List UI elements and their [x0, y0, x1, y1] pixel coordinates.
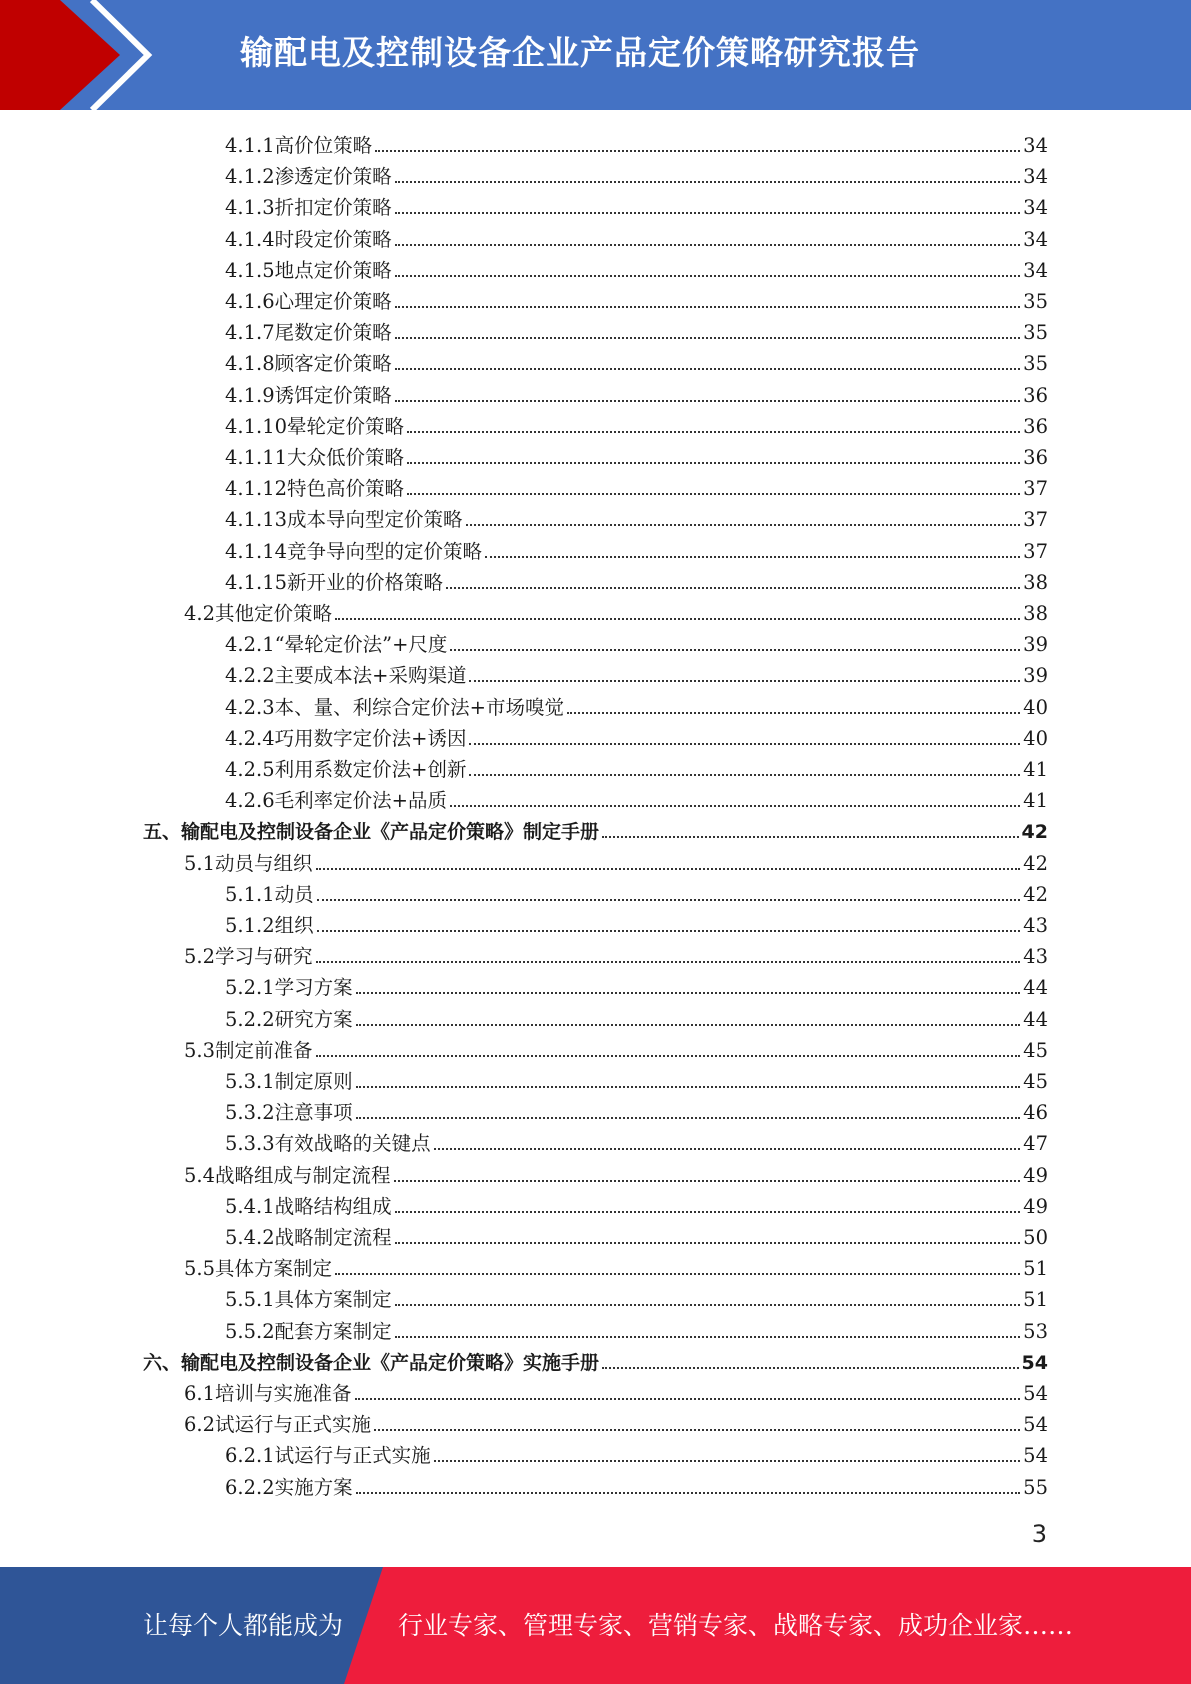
toc-entry-page: 49	[1023, 1163, 1048, 1187]
toc-entry-label: 尾数定价策略	[274, 321, 392, 345]
toc-entry[interactable]	[225, 564, 1048, 594]
page-number: 3	[1031, 1520, 1047, 1548]
toc-leader-dots	[395, 244, 1021, 246]
toc-entry-page: 41	[1023, 758, 1048, 781]
toc-entry[interactable]	[225, 689, 1048, 719]
toc-entry-number: 4.2	[184, 602, 216, 625]
toc-entry[interactable]	[225, 377, 1048, 407]
toc-leader-dots	[317, 899, 1021, 901]
toc-entry-label: 高价位策略	[274, 134, 373, 157]
toc-entry[interactable]	[225, 1437, 1048, 1467]
footer-slogan-left: 让每个人都能成为	[143, 1611, 344, 1640]
toc-entry-label: 新开业的价格策略	[287, 570, 444, 594]
toc-entry-label: 试运行与正式实施	[215, 1413, 372, 1437]
toc-leader-dots	[450, 649, 1020, 651]
toc-entry-label: 毛利率定价法+品质	[274, 789, 447, 813]
toc-entry[interactable]	[225, 1469, 1048, 1499]
toc-entry-page: 42	[1023, 882, 1048, 906]
toc-entry-label: 大众低价策略	[287, 446, 405, 469]
toc-entry[interactable]	[225, 314, 1048, 344]
toc-entry[interactable]	[225, 1063, 1048, 1093]
toc-leader-dots	[407, 431, 1020, 433]
toc-entry-page: 46	[1023, 1101, 1048, 1125]
toc-entry-page: 35	[1023, 352, 1048, 376]
toc-entry-label: 配套方案制定	[274, 1319, 392, 1343]
toc-entry-number: 4.1.10	[225, 414, 288, 438]
toc-entry-number: 5.2.2	[225, 1007, 275, 1031]
toc-entry-label: 具体方案制定	[215, 1257, 333, 1281]
toc-entry[interactable]	[225, 626, 1048, 656]
toc-leader-dots	[395, 337, 1021, 339]
toc-leader-dots	[395, 1211, 1021, 1213]
toc-entry-label: 心理定价策略	[274, 290, 392, 313]
toc-entry-number: 4.1.2	[225, 165, 275, 189]
toc-entry-number: 4.1.3	[225, 196, 275, 220]
toc-entry-page: 39	[1023, 633, 1048, 657]
toc-entry[interactable]	[225, 969, 1048, 999]
toc-entry-page: 51	[1023, 1288, 1048, 1312]
toc-leader-dots	[469, 743, 1020, 745]
toc-entry[interactable]	[225, 470, 1048, 500]
toc-entry-label: 注意事项	[274, 1101, 353, 1125]
toc-entry-page: 36	[1023, 383, 1048, 407]
toc-entry[interactable]	[225, 127, 1048, 157]
toc-leader-dots	[395, 1304, 1021, 1306]
toc-entry-page: 44	[1023, 1007, 1048, 1031]
toc-entry[interactable]	[225, 657, 1048, 687]
toc-entry-label: 战略制定流程	[274, 1226, 392, 1249]
toc-entry-page: 49	[1023, 1194, 1048, 1218]
toc-entry-number: 5.1.2	[225, 914, 275, 937]
page-header	[0, 0, 1191, 110]
toc-entry-page: 34	[1023, 134, 1048, 157]
header-arrow-decoration	[0, 0, 170, 110]
toc-leader-dots	[466, 524, 1021, 526]
toc-entry-page: 40	[1023, 695, 1048, 719]
toc-entry-number: 4.2.2	[225, 664, 275, 688]
toc-entry-number: 5.4	[184, 1163, 216, 1187]
toc-entry-page: 34	[1023, 196, 1048, 220]
toc-entry[interactable]	[184, 1406, 1048, 1436]
toc-leader-dots	[395, 275, 1021, 277]
toc-entry-label: 战略结构组成	[274, 1194, 392, 1218]
toc-entry-page: 42	[1021, 821, 1048, 844]
toc-entry[interactable]	[143, 813, 1048, 843]
toc-entry-number: 6.2.1	[225, 1444, 275, 1468]
toc-entry-number: 4.1.12	[225, 477, 288, 501]
toc-leader-dots	[434, 1148, 1021, 1150]
toc-entry-number: 4.2.5	[225, 758, 275, 781]
toc-entry-label: 制定前准备	[215, 1038, 313, 1062]
toc-leader-dots	[469, 680, 1020, 682]
toc-entry-number: 4.2.6	[225, 789, 275, 813]
toc-entry-number: 4.2.1	[225, 633, 275, 657]
toc-leader-dots	[375, 150, 1020, 152]
toc-leader-dots	[374, 1429, 1020, 1431]
toc-leader-dots	[434, 1460, 1021, 1462]
toc-entry-label: 主要成本法+采购渠道	[274, 664, 467, 688]
toc-entry[interactable]	[225, 1125, 1048, 1155]
toc-entry[interactable]	[225, 1219, 1048, 1249]
toc-entry[interactable]	[225, 533, 1048, 563]
toc-entry-page: 43	[1023, 945, 1048, 969]
toc-entry-label: 研究方案	[274, 1007, 353, 1031]
toc-entry-page: 38	[1023, 602, 1048, 625]
toc-entry-label: 战略组成与制定流程	[215, 1163, 391, 1187]
toc-entry-label: 组织	[274, 914, 314, 937]
toc-entry-page: 45	[1023, 1038, 1048, 1062]
toc-leader-dots	[395, 400, 1021, 402]
report-title: 输配电及控制设备企业产品定价策略研究报告	[240, 33, 920, 72]
toc-entry-label: 诱饵定价策略	[274, 383, 392, 407]
toc-entry-number: 4.1.9	[225, 383, 275, 407]
toc-entry-page: 34	[1023, 258, 1048, 282]
toc-leader-dots	[316, 961, 1021, 963]
toc-entry-number: 4.1.14	[225, 539, 288, 563]
toc-leader-dots	[317, 930, 1021, 932]
toc-entry-number: 4.1.11	[225, 446, 288, 469]
toc-entry-page: 54	[1023, 1382, 1048, 1405]
toc-entry[interactable]	[225, 1188, 1048, 1218]
toc-entry-number: 5.4.2	[225, 1226, 275, 1249]
toc-entry[interactable]	[225, 439, 1048, 469]
toc-entry[interactable]	[184, 1375, 1048, 1405]
toc-entry-label: “晕轮定价法”+尺度	[274, 633, 448, 657]
toc-entry-number: 4.1.1	[225, 134, 275, 157]
toc-leader-dots	[356, 1492, 1021, 1494]
toc-leader-dots	[394, 1180, 1021, 1182]
toc-entry[interactable]	[225, 345, 1048, 375]
toc-leader-dots	[567, 712, 1020, 714]
toc-entry-number: 6.1	[184, 1382, 216, 1405]
toc-entry-page: 35	[1023, 321, 1048, 345]
toc-leader-dots	[407, 462, 1020, 464]
toc-entry[interactable]	[225, 221, 1048, 251]
toc-entry[interactable]	[225, 1313, 1048, 1343]
toc-entry-label: 试运行与正式实施	[274, 1444, 431, 1468]
toc-entry-page: 43	[1023, 914, 1048, 937]
toc-entry-page: 54	[1021, 1351, 1048, 1374]
toc-entry-page: 55	[1023, 1475, 1048, 1499]
toc-entry[interactable]	[225, 283, 1048, 313]
toc-entry-label: 利用系数定价法+创新	[274, 758, 467, 781]
toc-entry[interactable]	[184, 1157, 1048, 1187]
toc-entry-number: 5.1.1	[225, 882, 275, 906]
toc-entry-number: 4.1.15	[225, 570, 288, 594]
footer-slogan-right: 行业专家、管理专家、营销专家、战略专家、成功企业家……	[398, 1611, 1074, 1640]
toc-entry-label: 动员	[274, 882, 314, 906]
toc-entry-number: 4.1.5	[225, 258, 275, 282]
toc-entry-page: 51	[1023, 1257, 1048, 1281]
toc-entry-page: 36	[1023, 414, 1048, 438]
toc-entry[interactable]	[225, 252, 1048, 282]
toc-entry-label: 五、输配电及控制设备企业《产品定价策略》制定手册	[143, 821, 600, 844]
toc-entry-label: 学习与研究	[215, 945, 313, 969]
toc-entry-label: 动员与组织	[215, 851, 313, 875]
toc-leader-dots	[356, 1024, 1021, 1026]
toc-entry-page: 41	[1023, 789, 1048, 813]
toc-entry-number: 6.2	[184, 1413, 216, 1437]
toc-entry-label: 晕轮定价策略	[287, 414, 405, 438]
toc-entry-number: 5.5	[184, 1257, 216, 1281]
toc-entry-number: 5.2	[184, 945, 216, 969]
toc-leader-dots	[316, 1055, 1021, 1057]
toc-entry-page: 34	[1023, 227, 1048, 251]
toc-entry-label: 其他定价策略	[215, 602, 333, 625]
toc-entry-label: 有效战略的关键点	[274, 1132, 431, 1156]
toc-entry[interactable]	[225, 158, 1048, 188]
toc-entry-page: 50	[1023, 1226, 1048, 1249]
toc-leader-dots	[395, 181, 1021, 183]
toc-leader-dots	[602, 836, 1019, 838]
toc-entry-label: 特色高价策略	[287, 477, 405, 501]
toc-leader-dots	[335, 618, 1020, 620]
toc-entry-label: 制定原则	[274, 1070, 353, 1093]
toc-entry[interactable]	[225, 782, 1048, 812]
toc-entry-page: 47	[1023, 1132, 1048, 1156]
toc-entry[interactable]	[143, 1344, 1048, 1374]
toc-entry[interactable]	[184, 1032, 1048, 1062]
toc-entry[interactable]	[184, 938, 1048, 968]
toc-entry-page: 35	[1023, 290, 1048, 313]
toc-entry-label: 渗透定价策略	[274, 165, 392, 189]
toc-entry-page: 44	[1023, 976, 1048, 1000]
toc-entry-label: 顾客定价策略	[274, 352, 392, 376]
toc-entry-label: 具体方案制定	[274, 1288, 392, 1312]
toc-entry-number: 4.1.6	[225, 290, 275, 313]
toc-entry-number: 6.2.2	[225, 1475, 275, 1499]
toc-entry-page: 45	[1023, 1070, 1048, 1093]
toc-entry-number: 5.3.2	[225, 1101, 275, 1125]
toc-leader-dots	[602, 1367, 1019, 1369]
toc-entry-number: 5.5.1	[225, 1288, 275, 1312]
toc-leader-dots	[485, 556, 1020, 558]
toc-entry[interactable]	[225, 501, 1048, 531]
toc-entry-number: 5.1	[184, 851, 216, 875]
toc-entry-label: 时段定价策略	[274, 227, 392, 251]
toc-leader-dots	[316, 868, 1021, 870]
toc-entry[interactable]	[225, 1001, 1048, 1031]
toc-leader-dots	[469, 774, 1020, 776]
toc-entry-number: 4.2.3	[225, 695, 275, 719]
toc-leader-dots	[355, 1398, 1021, 1400]
toc-entry-label: 培训与实施准备	[215, 1382, 352, 1405]
toc-entry-page: 54	[1023, 1413, 1048, 1437]
toc-entry-label: 折扣定价策略	[274, 196, 392, 220]
toc-entry-label: 六、输配电及控制设备企业《产品定价策略》实施手册	[143, 1351, 600, 1374]
toc-entry-page: 54	[1023, 1444, 1048, 1468]
toc-entry-number: 5.3.1	[225, 1070, 275, 1093]
toc-entry[interactable]	[225, 751, 1048, 781]
toc-entry-page: 40	[1023, 726, 1048, 750]
toc-entry-label: 地点定价策略	[274, 258, 392, 282]
toc-entry-number: 4.1.4	[225, 227, 275, 251]
toc-entry-label: 本、量、利综合定价法+市场嗅觉	[274, 695, 564, 719]
toc-entry-page: 53	[1023, 1319, 1048, 1343]
toc-entry-label: 竞争导向型的定价策略	[287, 539, 483, 563]
toc-entry-page: 37	[1023, 539, 1048, 563]
toc-leader-dots	[446, 587, 1020, 589]
toc-entry-number: 4.2.4	[225, 726, 275, 750]
toc-entry-label: 巧用数字定价法+诱因	[274, 726, 467, 750]
toc-entry[interactable]	[225, 720, 1048, 750]
toc-leader-dots	[356, 992, 1021, 994]
toc-entry-page: 34	[1023, 165, 1048, 189]
toc-entry[interactable]	[225, 1281, 1048, 1311]
toc-entry[interactable]	[225, 189, 1048, 219]
toc-entry[interactable]	[184, 1250, 1048, 1280]
toc-leader-dots	[395, 1242, 1021, 1244]
toc-entry-page: 42	[1023, 851, 1048, 875]
toc-leader-dots	[356, 1086, 1021, 1088]
toc-entry-number: 5.3	[184, 1038, 216, 1062]
toc-entry-number: 4.1.8	[225, 352, 275, 376]
toc-leader-dots	[335, 1273, 1020, 1275]
toc-entry-number: 5.2.1	[225, 976, 275, 1000]
toc-leader-dots	[407, 493, 1020, 495]
toc-leader-dots	[450, 805, 1020, 807]
toc-entry-page: 36	[1023, 446, 1048, 469]
toc-entry[interactable]	[225, 1094, 1048, 1124]
toc-entry-number: 5.5.2	[225, 1319, 275, 1343]
toc-entry[interactable]	[225, 876, 1048, 906]
toc-entry-page: 39	[1023, 664, 1048, 688]
toc-entry[interactable]	[225, 907, 1048, 937]
toc-entry-number: 5.3.3	[225, 1132, 275, 1156]
toc-entry-number: 4.1.13	[225, 508, 288, 532]
toc-leader-dots	[395, 368, 1021, 370]
toc-entry-label: 成本导向型定价策略	[287, 508, 463, 532]
toc-leader-dots	[395, 212, 1021, 214]
toc-entry-label: 实施方案	[274, 1475, 353, 1499]
toc-entry-label: 学习方案	[274, 976, 353, 1000]
toc-entry-number: 4.1.7	[225, 321, 275, 345]
toc-entry[interactable]	[184, 845, 1048, 875]
toc-entry[interactable]	[225, 408, 1048, 438]
toc-leader-dots	[356, 1117, 1021, 1119]
toc-leader-dots	[395, 1336, 1021, 1338]
toc-entry-page: 37	[1023, 508, 1048, 532]
toc-leader-dots	[395, 306, 1021, 308]
toc-entry-page: 38	[1023, 570, 1048, 594]
toc-entry[interactable]	[184, 595, 1048, 625]
page-footer	[0, 1567, 1191, 1684]
toc-entry-page: 37	[1023, 477, 1048, 501]
toc-entry-number: 5.4.1	[225, 1194, 275, 1218]
